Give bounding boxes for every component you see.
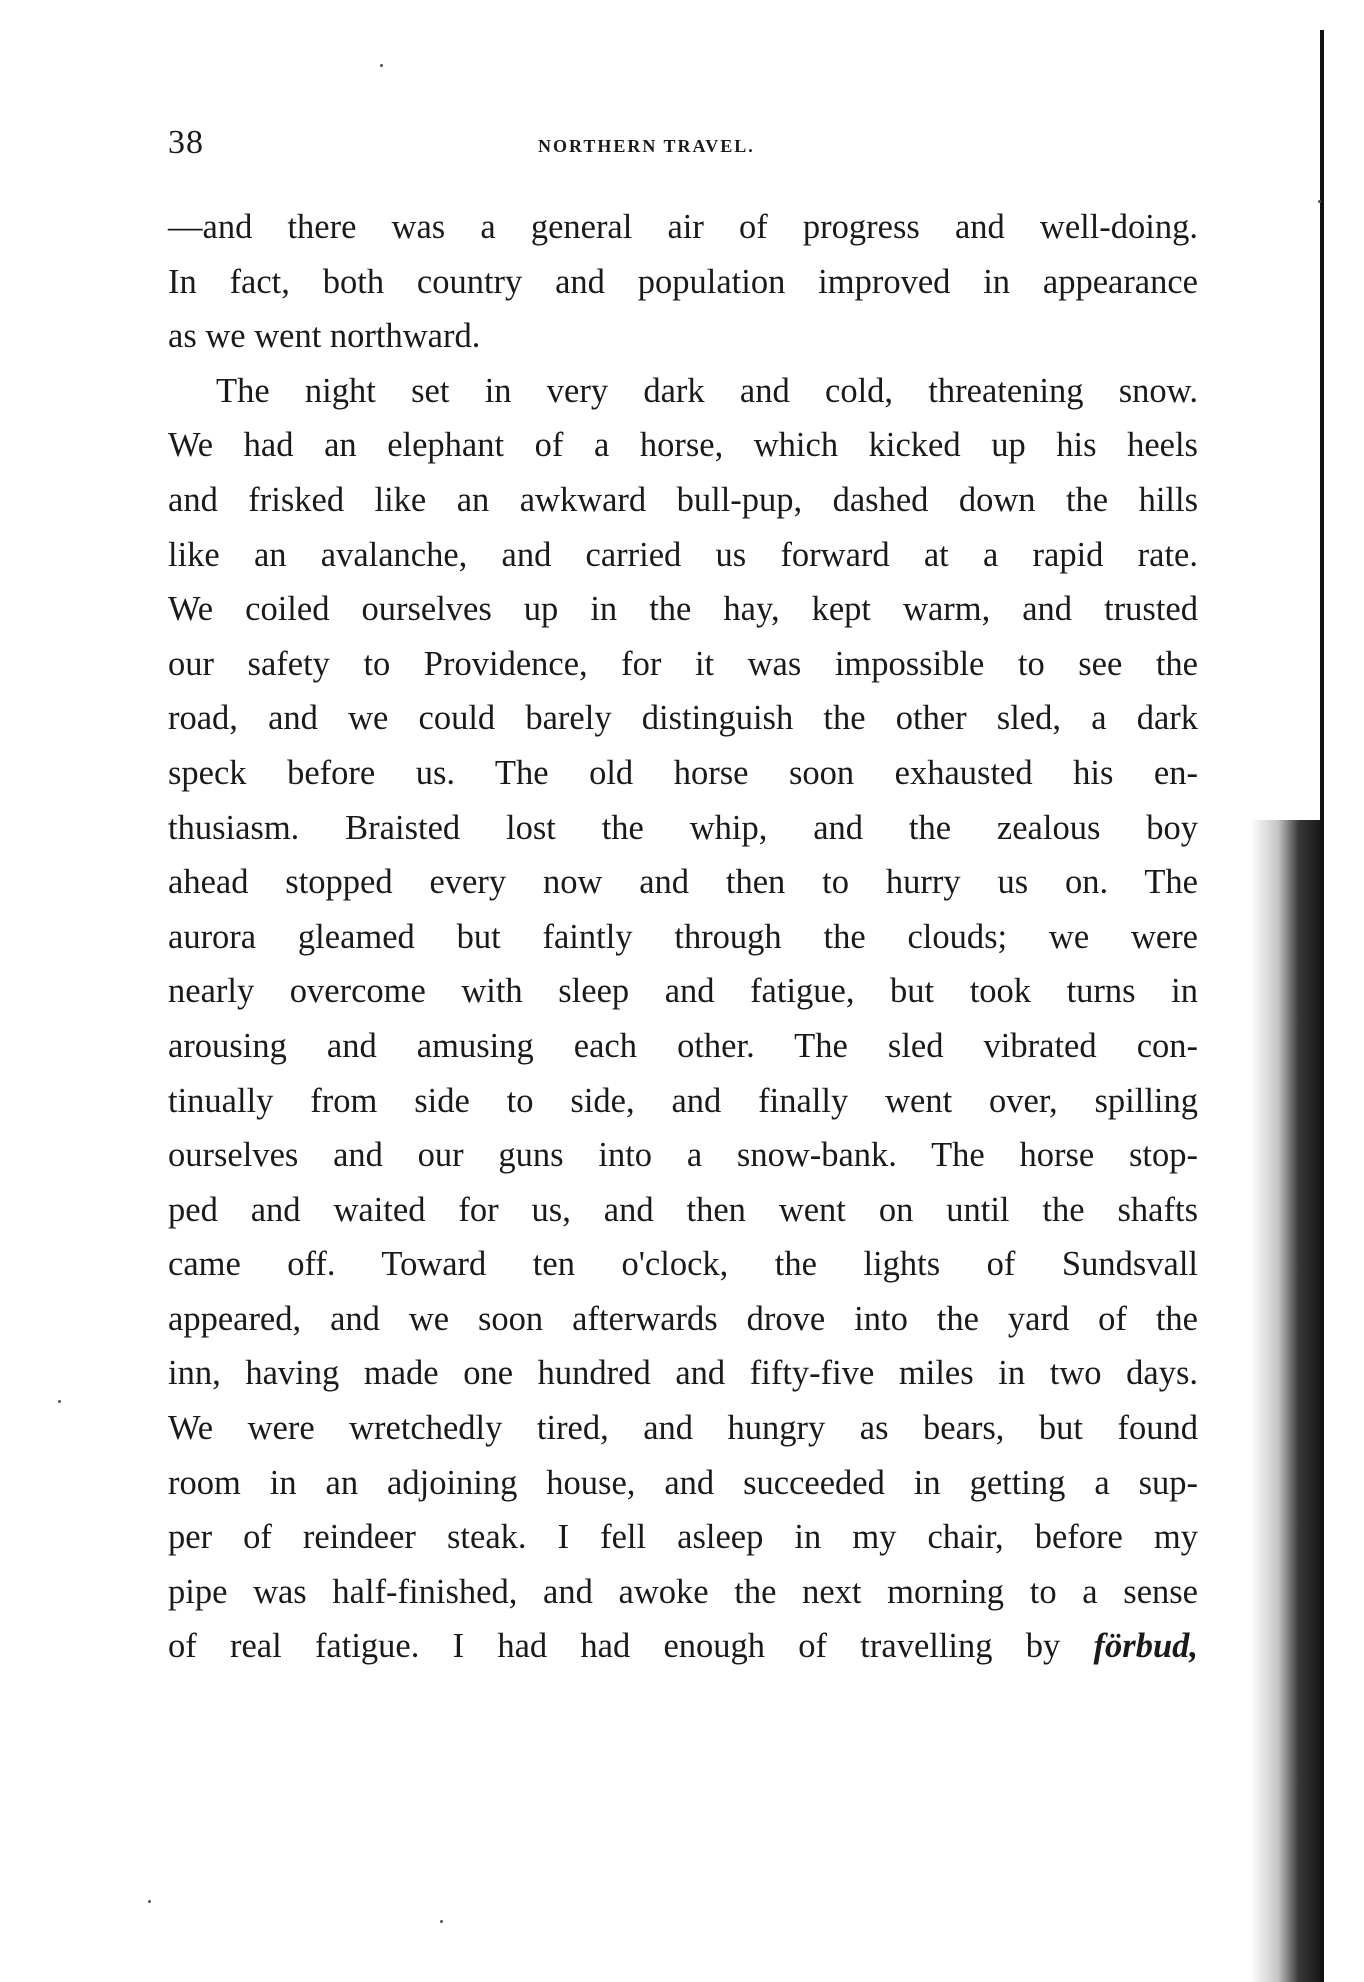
text-line: and frisked like an awkward bull-pup, dashed down the hills	[168, 480, 1198, 519]
text-line: arousing and amusing each other. The sled vibrated con-	[168, 1026, 1198, 1065]
final-line-text: of real fatigue. I had had enough of travelling by	[168, 1627, 1061, 1666]
text-line: In fact, both country and population improved in appearance	[168, 262, 1198, 301]
text-line: ourselves and our guns into a snow-bank. The horse stop-	[168, 1136, 1198, 1175]
text-line: inn, having made one hundred and fifty-five miles in two days.	[168, 1354, 1198, 1393]
text-line: appeared, and we soon afterwards drove into the yard of the	[168, 1299, 1198, 1338]
text-line: per of reindeer steak. I fell asleep in my chair, before my	[168, 1518, 1198, 1557]
text-line: aurora gleamed but faintly through the clouds; we were	[168, 917, 1198, 956]
paper-speck	[148, 1900, 151, 1903]
text-line: tinually from side to side, and finally went over, spilling	[168, 1081, 1198, 1120]
text-line: ahead stopped every now and then to hurry us on. The	[168, 863, 1198, 902]
italic-word: förbud,	[1093, 1627, 1199, 1666]
text-line: road, and we could barely distinguish the other sled, a dark	[168, 699, 1198, 738]
paragraph-first-line: The night set in very dark and cold, threatening snow.	[216, 371, 1198, 410]
body-text	[168, 200, 1198, 1674]
text-line: as we went northward.	[168, 317, 481, 356]
text-line: thusiasm. Braisted lost the whip, and the zealous boy	[168, 808, 1198, 847]
page-header	[168, 124, 1198, 174]
text-line: came off. Toward ten o'clock, the lights of Sundsvall	[168, 1245, 1198, 1284]
text-line: our safety to Providence, for it was impossible to see the	[168, 644, 1198, 683]
text-line: nearly overcome with sleep and fatigue, but took turns in	[168, 972, 1198, 1011]
text-line: like an avalanche, and carried us forward at a rapid rate.	[168, 535, 1198, 574]
paper-speck	[380, 64, 383, 67]
paper-speck	[1318, 200, 1321, 203]
text-line: We were wretchedly tired, and hungry as bears, but found	[168, 1409, 1198, 1448]
running-head: NORTHERN TRAVEL.	[538, 136, 755, 156]
page-edge-line	[1320, 30, 1324, 1982]
paper-speck	[440, 1920, 443, 1923]
text-line: speck before us. The old horse soon exhausted his en-	[168, 753, 1198, 792]
page-gutter-shadow	[1250, 820, 1320, 1982]
text-line: —and there was a general air of progress and well-doing.	[168, 208, 1198, 246]
text-line: pipe was half-finished, and awoke the next morning to a sense	[168, 1572, 1198, 1611]
text-line: We coiled ourselves up in the hay, kept warm, and trusted	[168, 590, 1198, 629]
page-number: 38	[168, 124, 204, 161]
text-line: room in an adjoining house, and succeeded in getting a sup-	[168, 1463, 1198, 1502]
text-line: ped and waited for us, and then went on until the shafts	[168, 1190, 1198, 1229]
text-line-final	[168, 1619, 1198, 1674]
text-line: We had an elephant of a horse, which kicked up his heels	[168, 426, 1198, 465]
paper-speck	[58, 1400, 61, 1403]
